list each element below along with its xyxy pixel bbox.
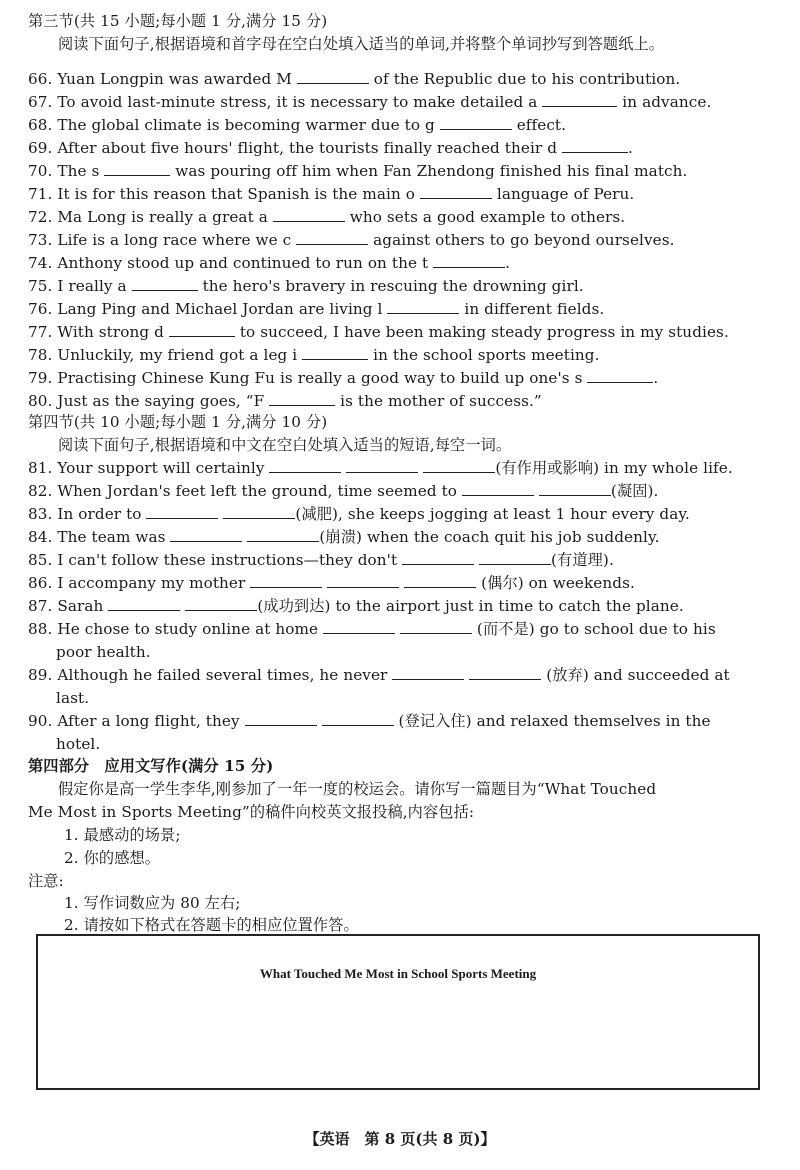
note-2: 2. 请按如下格式在答题卡的相应位置作答。 [64, 916, 359, 934]
note-label: 注意: [28, 872, 64, 890]
question-71: 71. It is for this reason that Spanish is the main o language of Peru. [28, 185, 635, 203]
answer-blank[interactable] [247, 527, 319, 542]
answer-blank[interactable] [146, 504, 218, 519]
question-82: 82. When Jordan's feet left the ground, time seemed to (凝固). [28, 482, 659, 500]
answer-blank[interactable] [245, 711, 317, 726]
answer-blank[interactable] [297, 69, 369, 84]
question-89-continued: last. [56, 689, 90, 707]
answer-blank[interactable] [223, 504, 295, 519]
answer-blank[interactable] [423, 458, 495, 473]
question-84: 84. The team was (崩溃) when the coach quit his job suddenly. [28, 528, 660, 546]
writing-item-2: 2. 你的感想。 [64, 849, 161, 867]
question-72: 72. Ma Long is really a great a who sets a good example to others. [28, 208, 626, 226]
answer-blank[interactable] [302, 345, 368, 360]
note-1: 1. 写作词数应为 80 左右; [64, 894, 241, 912]
section3-header: 第三节(共 15 小题;每小题 1 分,满分 15 分) [28, 12, 328, 30]
answer-blank[interactable] [104, 161, 170, 176]
answer-blank[interactable] [269, 391, 335, 406]
answer-blank[interactable] [562, 138, 628, 153]
answer-blank[interactable] [469, 665, 541, 680]
question-90: 90. After a long flight, they (登记入住) and relaxed themselves in the [28, 712, 711, 730]
writing-header: 第四部分 应用文写作(满分 15 分) [28, 757, 274, 775]
answer-blank[interactable] [346, 458, 418, 473]
answer-blank[interactable] [322, 711, 394, 726]
question-90-continued: hotel. [56, 735, 101, 753]
question-78: 78. Unluckily, my friend got a leg i in the school sports meeting. [28, 346, 600, 364]
writing-prompt-line2: Me Most in Sports Meeting”的稿件向校英文报投稿,内容包括: [28, 803, 475, 821]
answer-blank[interactable] [587, 368, 653, 383]
answer-blank[interactable] [132, 276, 198, 291]
question-85: 85. I can't follow these instructions—they don't (有道理). [28, 551, 614, 569]
answer-blank[interactable] [542, 92, 617, 107]
question-68: 68. The global climate is becoming warmer due to g effect. [28, 116, 567, 134]
answer-blank[interactable] [404, 573, 476, 588]
page-footer: 【英语 第 8 页(共 8 页)】 [304, 1130, 496, 1148]
answer-blank[interactable] [387, 299, 459, 314]
question-66: 66. Yuan Longpin was awarded M of the Republic due to his contribution. [28, 70, 681, 88]
question-80: 80. Just as the saying goes, “F is the mother of success.” [28, 392, 542, 410]
question-69: 69. After about five hours' flight, the tourists finally reached their d . [28, 139, 633, 157]
question-89: 89. Although he failed several times, he never (放弃) and succeeded at [28, 666, 730, 684]
writing-prompt-line1: 假定你是高一学生李华,刚参加了一年一度的校运会。请你写一篇题目为“What Touched [58, 780, 657, 798]
question-88-continued: poor health. [56, 643, 151, 661]
question-75: 75. I really a the hero's bravery in rescuing the drowning girl. [28, 277, 584, 295]
answer-blank[interactable] [440, 115, 512, 130]
answer-blank[interactable] [433, 253, 505, 268]
answer-blank[interactable] [185, 596, 257, 611]
section4-header: 第四节(共 10 小题;每小题 1 分,满分 10 分) [28, 413, 328, 431]
answer-box-title: What Touched Me Most in School Sports Meeting [259, 966, 537, 981]
answer-blank[interactable] [420, 184, 492, 199]
question-77: 77. With strong d to succeed, I have been making steady progress in my studies. [28, 323, 729, 341]
answer-blank[interactable] [108, 596, 180, 611]
question-86: 86. I accompany my mother (偶尔) on weekends. [28, 574, 635, 592]
answer-blank[interactable] [462, 481, 534, 496]
answer-blank[interactable] [170, 527, 242, 542]
section3-instruction: 阅读下面句子,根据语境和首字母在空白处填入适当的单词,并将整个单词抄写到答题纸上。 [58, 35, 665, 53]
question-81: 81. Your support will certainly (有作用或影响) in my whole life. [28, 459, 733, 477]
question-79: 79. Practising Chinese Kung Fu is really a good way to build up one's s . [28, 369, 659, 387]
question-67: 67. To avoid last-minute stress, it is necessary to make detailed a in advance. [28, 93, 712, 111]
question-70: 70. The s was pouring off him when Fan Zhendong finished his final match. [28, 162, 688, 180]
writing-item-1: 1. 最感动的场景; [64, 826, 181, 844]
answer-blank[interactable] [400, 619, 472, 634]
answer-blank[interactable] [169, 322, 235, 337]
answer-blank[interactable] [479, 550, 551, 565]
section4-instruction: 阅读下面句子,根据语境和中文在空白处填入适当的短语,每空一词。 [58, 436, 512, 454]
question-83: 83. In order to (减肥), she keeps jogging at least 1 hour every day. [28, 505, 690, 523]
question-76: 76. Lang Ping and Michael Jordan are living l in different fields. [28, 300, 605, 318]
answer-blank[interactable] [392, 665, 464, 680]
answer-blank[interactable] [539, 481, 611, 496]
question-88: 88. He chose to study online at home (而不是) go to school due to his [28, 620, 716, 638]
answer-blank[interactable] [296, 230, 368, 245]
answer-blank[interactable] [327, 573, 399, 588]
question-73: 73. Life is a long race where we c against others to go beyond ourselves. [28, 231, 675, 249]
answer-blank[interactable] [273, 207, 345, 222]
question-87: 87. Sarah (成功到达) to the airport just in time to catch the plane. [28, 597, 684, 615]
answer-blank[interactable] [269, 458, 341, 473]
answer-blank[interactable] [323, 619, 395, 634]
answer-blank[interactable] [250, 573, 322, 588]
answer-blank[interactable] [402, 550, 474, 565]
writing-answer-box[interactable] [36, 934, 760, 1090]
question-74: 74. Anthony stood up and continued to run on the t . [28, 254, 511, 272]
